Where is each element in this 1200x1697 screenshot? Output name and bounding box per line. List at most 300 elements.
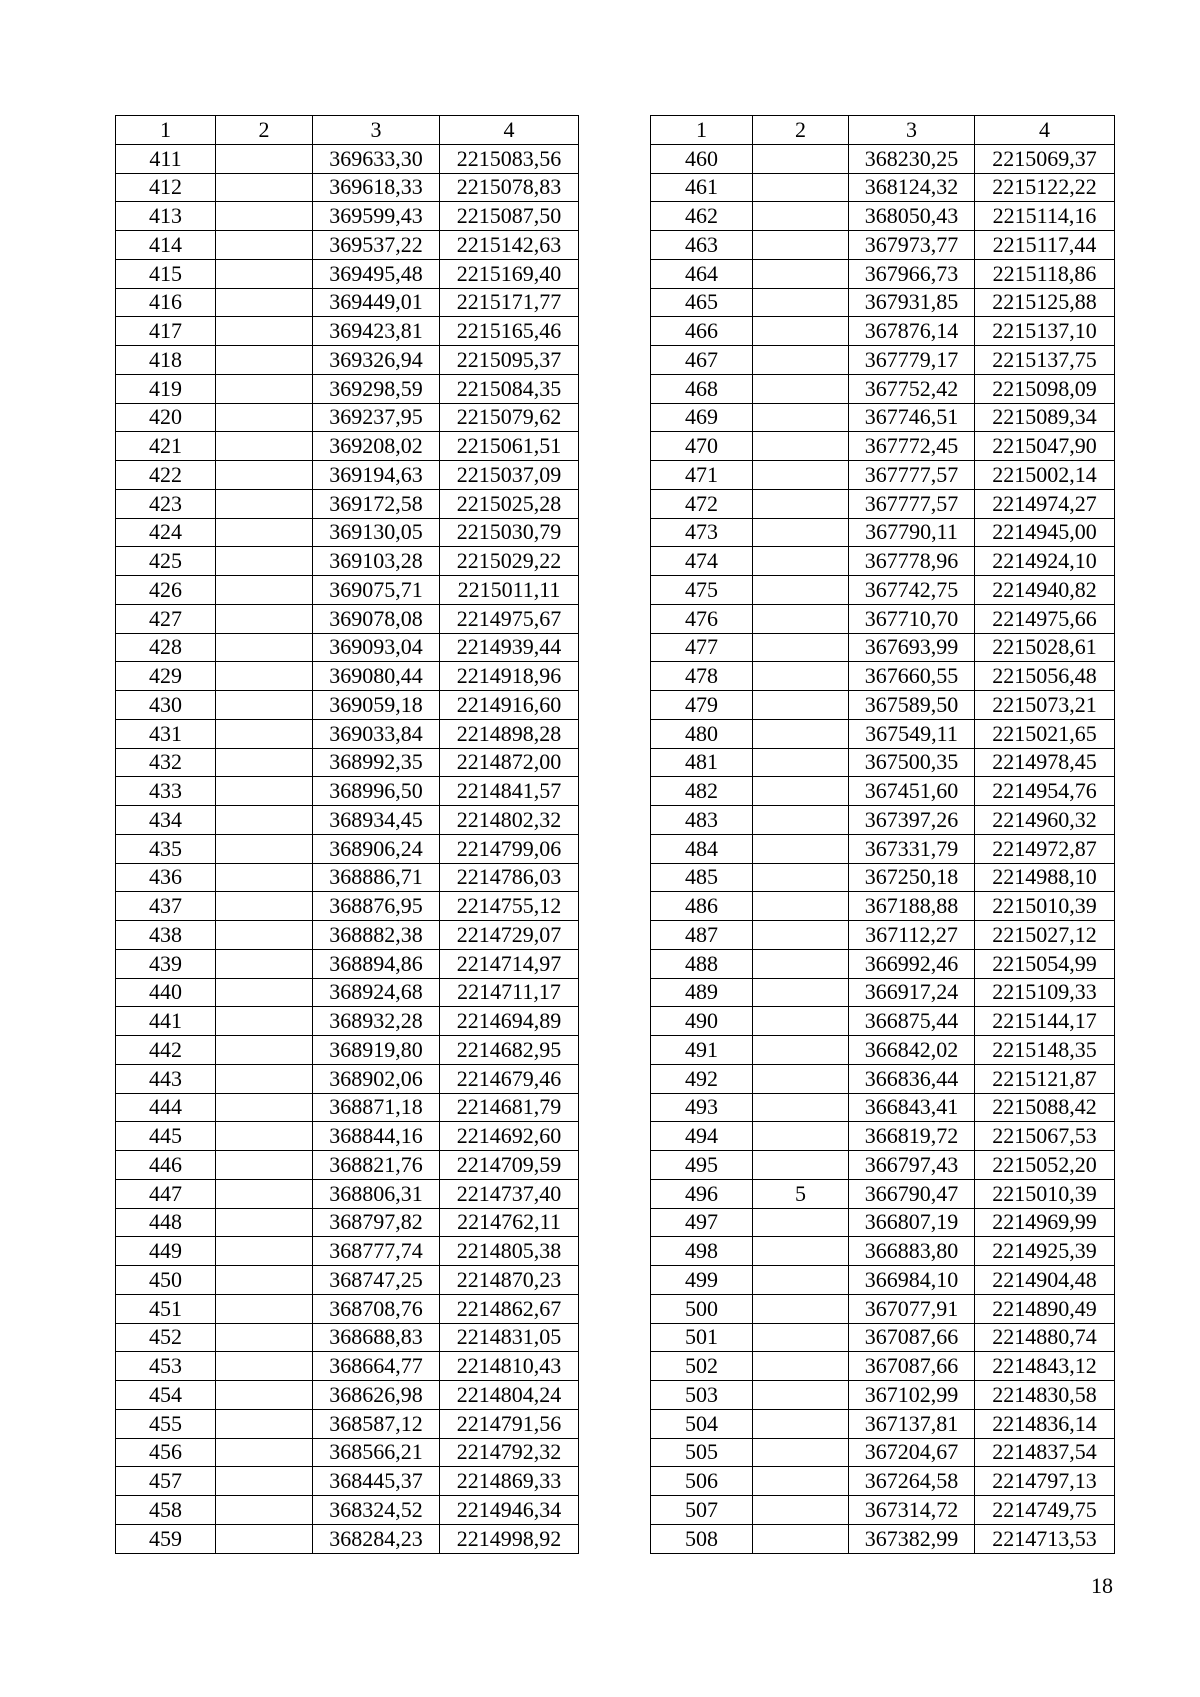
cell-col-3: 368324,52 xyxy=(313,1496,440,1525)
cell-col-3: 367772,45 xyxy=(849,432,975,461)
cell-col-1: 446 xyxy=(116,1151,216,1180)
table-row xyxy=(651,1237,1115,1266)
cell-col-3: 368919,80 xyxy=(313,1036,440,1065)
cell-col-2 xyxy=(216,1409,313,1438)
cell-col-2 xyxy=(753,921,849,950)
cell-col-2 xyxy=(753,834,849,863)
cell-col-4: 2214843,12 xyxy=(975,1352,1115,1381)
cell-col-2 xyxy=(753,662,849,691)
cell-col-4: 2214762,11 xyxy=(440,1208,579,1237)
cell-col-2 xyxy=(753,777,849,806)
cell-col-1: 496 xyxy=(651,1179,753,1208)
cell-col-1: 426 xyxy=(116,576,216,605)
cell-col-2 xyxy=(216,288,313,317)
cell-col-3: 367742,75 xyxy=(849,576,975,605)
header-cell-1: 1 xyxy=(651,116,753,145)
cell-col-2 xyxy=(216,317,313,346)
table-row xyxy=(116,892,579,921)
cell-col-1: 461 xyxy=(651,173,753,202)
cell-col-4: 2214713,53 xyxy=(975,1524,1115,1553)
cell-col-4: 2214862,67 xyxy=(440,1294,579,1323)
cell-col-3: 367137,81 xyxy=(849,1409,975,1438)
cell-col-4: 2214831,05 xyxy=(440,1323,579,1352)
cell-col-2 xyxy=(753,691,849,720)
cell-col-3: 367966,73 xyxy=(849,259,975,288)
cell-col-2 xyxy=(216,144,313,173)
cell-col-2 xyxy=(216,1093,313,1122)
cell-col-4: 2215095,37 xyxy=(440,346,579,375)
cell-col-1: 490 xyxy=(651,1007,753,1036)
cell-col-2 xyxy=(216,1467,313,1496)
cell-col-4: 2214960,32 xyxy=(975,806,1115,835)
cell-col-4: 2214841,57 xyxy=(440,777,579,806)
cell-col-2 xyxy=(753,576,849,605)
cell-col-1: 431 xyxy=(116,719,216,748)
cell-col-1: 471 xyxy=(651,461,753,490)
cell-col-2 xyxy=(216,1352,313,1381)
cell-col-4: 2214925,39 xyxy=(975,1237,1115,1266)
cell-col-4: 2214880,74 xyxy=(975,1323,1115,1352)
cell-col-3: 367778,96 xyxy=(849,547,975,576)
table-row xyxy=(651,1381,1115,1410)
cell-col-3: 366797,43 xyxy=(849,1151,975,1180)
cell-col-4: 2215030,79 xyxy=(440,518,579,547)
cell-col-3: 366917,24 xyxy=(849,978,975,1007)
cell-col-2 xyxy=(753,202,849,231)
cell-col-2 xyxy=(753,1266,849,1295)
header-row xyxy=(651,116,1115,145)
cell-col-1: 456 xyxy=(116,1438,216,1467)
cell-col-2 xyxy=(753,1036,849,1065)
cell-col-4: 2214978,45 xyxy=(975,748,1115,777)
table-row xyxy=(651,1467,1115,1496)
cell-col-2 xyxy=(753,719,849,748)
table-row xyxy=(116,1122,579,1151)
cell-col-1: 477 xyxy=(651,633,753,662)
table-row xyxy=(651,231,1115,260)
cell-col-4: 2215122,22 xyxy=(975,173,1115,202)
table-row xyxy=(651,719,1115,748)
cell-col-4: 2215010,39 xyxy=(975,892,1115,921)
cell-col-3: 367188,88 xyxy=(849,892,975,921)
table-row xyxy=(116,1208,579,1237)
cell-col-2 xyxy=(216,1208,313,1237)
cell-col-3: 367102,99 xyxy=(849,1381,975,1410)
cell-col-1: 466 xyxy=(651,317,753,346)
cell-col-1: 462 xyxy=(651,202,753,231)
cell-col-2 xyxy=(216,173,313,202)
cell-col-1: 454 xyxy=(116,1381,216,1410)
table-row xyxy=(116,1093,579,1122)
cell-col-1: 429 xyxy=(116,662,216,691)
cell-col-4: 2215002,14 xyxy=(975,461,1115,490)
cell-col-1: 445 xyxy=(116,1122,216,1151)
table-row xyxy=(651,461,1115,490)
cell-col-2 xyxy=(216,518,313,547)
cell-col-2 xyxy=(216,1179,313,1208)
cell-col-2 xyxy=(216,691,313,720)
cell-col-1: 449 xyxy=(116,1237,216,1266)
table-row xyxy=(116,1496,579,1525)
cell-col-3: 369423,81 xyxy=(313,317,440,346)
cell-col-1: 443 xyxy=(116,1064,216,1093)
cell-col-4: 2214998,92 xyxy=(440,1524,579,1553)
cell-col-4: 2214916,60 xyxy=(440,691,579,720)
table-row xyxy=(651,1093,1115,1122)
cell-col-2 xyxy=(216,1294,313,1323)
cell-col-3: 369078,08 xyxy=(313,604,440,633)
cell-col-4: 2214870,23 xyxy=(440,1266,579,1295)
cell-col-4: 2214975,67 xyxy=(440,604,579,633)
cell-col-4: 2215047,90 xyxy=(975,432,1115,461)
cell-col-4: 2215056,48 xyxy=(975,662,1115,691)
cell-col-4: 2214804,24 xyxy=(440,1381,579,1410)
cell-col-4: 2214714,97 xyxy=(440,949,579,978)
cell-col-4: 2214836,14 xyxy=(975,1409,1115,1438)
cell-col-3: 368230,25 xyxy=(849,144,975,173)
header-row xyxy=(116,116,579,145)
cell-col-2 xyxy=(753,1064,849,1093)
cell-col-1: 455 xyxy=(116,1409,216,1438)
cell-col-1: 439 xyxy=(116,949,216,978)
table-row xyxy=(116,432,579,461)
cell-col-1: 503 xyxy=(651,1381,753,1410)
cell-col-3: 366875,44 xyxy=(849,1007,975,1036)
table-row xyxy=(651,576,1115,605)
cell-col-3: 368747,25 xyxy=(313,1266,440,1295)
cell-col-1: 465 xyxy=(651,288,753,317)
table-row xyxy=(651,1323,1115,1352)
cell-col-1: 447 xyxy=(116,1179,216,1208)
table-row xyxy=(116,662,579,691)
table-row xyxy=(651,259,1115,288)
cell-col-3: 367589,50 xyxy=(849,691,975,720)
cell-col-2 xyxy=(753,1237,849,1266)
table-row xyxy=(116,259,579,288)
table-row xyxy=(651,547,1115,576)
table-row xyxy=(116,719,579,748)
cell-col-3: 366790,47 xyxy=(849,1179,975,1208)
cell-col-3: 368797,82 xyxy=(313,1208,440,1237)
cell-col-1: 493 xyxy=(651,1093,753,1122)
cell-col-2 xyxy=(753,1007,849,1036)
cell-col-1: 479 xyxy=(651,691,753,720)
data-table-left xyxy=(115,115,579,1554)
cell-col-2 xyxy=(753,1438,849,1467)
cell-col-3: 367660,55 xyxy=(849,662,975,691)
cell-col-4: 2215118,86 xyxy=(975,259,1115,288)
table-row xyxy=(651,489,1115,518)
cell-col-2 xyxy=(216,1323,313,1352)
cell-col-3: 366883,80 xyxy=(849,1237,975,1266)
header-cell-3: 3 xyxy=(849,116,975,145)
cell-col-2 xyxy=(753,489,849,518)
cell-col-4: 2215137,10 xyxy=(975,317,1115,346)
table-row xyxy=(651,1064,1115,1093)
table-row xyxy=(651,374,1115,403)
cell-col-4: 2215165,46 xyxy=(440,317,579,346)
cell-col-1: 411 xyxy=(116,144,216,173)
cell-col-1: 468 xyxy=(651,374,753,403)
cell-col-3: 368124,32 xyxy=(849,173,975,202)
cell-col-3: 367331,79 xyxy=(849,834,975,863)
cell-col-1: 450 xyxy=(116,1266,216,1295)
cell-col-2 xyxy=(753,1122,849,1151)
table-row xyxy=(651,1208,1115,1237)
cell-col-4: 2214837,54 xyxy=(975,1438,1115,1467)
cell-col-4: 2215011,11 xyxy=(440,576,579,605)
cell-col-2 xyxy=(216,489,313,518)
cell-col-3: 368844,16 xyxy=(313,1122,440,1151)
table-row xyxy=(116,1064,579,1093)
cell-col-3: 369059,18 xyxy=(313,691,440,720)
cell-col-1: 492 xyxy=(651,1064,753,1093)
cell-col-2 xyxy=(216,921,313,950)
cell-col-3: 368688,83 xyxy=(313,1323,440,1352)
cell-col-2 xyxy=(216,662,313,691)
cell-col-3: 367264,58 xyxy=(849,1467,975,1496)
cell-col-3: 367777,57 xyxy=(849,489,975,518)
header-cell-3: 3 xyxy=(313,116,440,145)
cell-col-1: 481 xyxy=(651,748,753,777)
cell-col-1: 452 xyxy=(116,1323,216,1352)
cell-col-1: 423 xyxy=(116,489,216,518)
cell-col-4: 2215148,35 xyxy=(975,1036,1115,1065)
cell-col-4: 2215021,65 xyxy=(975,719,1115,748)
table-row xyxy=(651,921,1115,950)
cell-col-3: 369080,44 xyxy=(313,662,440,691)
table-row xyxy=(116,1323,579,1352)
cell-col-1: 508 xyxy=(651,1524,753,1553)
cell-col-4: 2215079,62 xyxy=(440,403,579,432)
table-row xyxy=(116,1467,579,1496)
cell-col-2 xyxy=(753,978,849,1007)
cell-col-1: 500 xyxy=(651,1294,753,1323)
cell-col-4: 2214940,82 xyxy=(975,576,1115,605)
table-row xyxy=(116,691,579,720)
cell-col-1: 421 xyxy=(116,432,216,461)
cell-col-2 xyxy=(216,461,313,490)
cell-col-1: 422 xyxy=(116,461,216,490)
cell-col-3: 368894,86 xyxy=(313,949,440,978)
header-cell-4: 4 xyxy=(975,116,1115,145)
cell-col-4: 2214802,32 xyxy=(440,806,579,835)
cell-col-3: 367931,85 xyxy=(849,288,975,317)
cell-col-1: 440 xyxy=(116,978,216,1007)
cell-col-4: 2215088,42 xyxy=(975,1093,1115,1122)
cell-col-1: 473 xyxy=(651,518,753,547)
table-row xyxy=(116,518,579,547)
table-row xyxy=(651,1122,1115,1151)
table-row xyxy=(651,403,1115,432)
cell-col-1: 430 xyxy=(116,691,216,720)
cell-col-2 xyxy=(753,1409,849,1438)
cell-col-2 xyxy=(753,432,849,461)
cell-col-2 xyxy=(216,403,313,432)
cell-col-2 xyxy=(753,144,849,173)
table-row xyxy=(651,949,1115,978)
cell-col-2 xyxy=(216,949,313,978)
cell-col-4: 2215117,44 xyxy=(975,231,1115,260)
cell-col-1: 434 xyxy=(116,806,216,835)
cell-col-3: 368050,43 xyxy=(849,202,975,231)
cell-col-4: 2214946,34 xyxy=(440,1496,579,1525)
cell-col-4: 2215010,39 xyxy=(975,1179,1115,1208)
cell-col-3: 369537,22 xyxy=(313,231,440,260)
cell-col-4: 2214805,38 xyxy=(440,1237,579,1266)
cell-col-4: 2214692,60 xyxy=(440,1122,579,1151)
cell-col-4: 2215028,61 xyxy=(975,633,1115,662)
cell-col-2 xyxy=(216,863,313,892)
table-row xyxy=(116,1007,579,1036)
cell-col-1: 457 xyxy=(116,1467,216,1496)
table-row xyxy=(116,202,579,231)
cell-col-2 xyxy=(753,806,849,835)
table-row xyxy=(116,1381,579,1410)
table-row xyxy=(116,1524,579,1553)
cell-col-4: 2214810,43 xyxy=(440,1352,579,1381)
cell-col-1: 416 xyxy=(116,288,216,317)
cell-col-3: 368934,45 xyxy=(313,806,440,835)
cell-col-4: 2215121,87 xyxy=(975,1064,1115,1093)
table-row xyxy=(651,662,1115,691)
cell-col-3: 367746,51 xyxy=(849,403,975,432)
cell-col-2 xyxy=(216,547,313,576)
table-row xyxy=(651,691,1115,720)
cell-col-1: 497 xyxy=(651,1208,753,1237)
cell-col-2 xyxy=(753,374,849,403)
data-table-right xyxy=(650,115,1115,1554)
cell-col-3: 368902,06 xyxy=(313,1064,440,1093)
cell-col-4: 2215027,12 xyxy=(975,921,1115,950)
cell-col-1: 412 xyxy=(116,173,216,202)
cell-col-2 xyxy=(753,547,849,576)
cell-col-1: 482 xyxy=(651,777,753,806)
cell-col-3: 368932,28 xyxy=(313,1007,440,1036)
cell-col-2 xyxy=(216,834,313,863)
table-row xyxy=(116,1036,579,1065)
cell-col-2 xyxy=(753,317,849,346)
cell-col-1: 474 xyxy=(651,547,753,576)
table-row xyxy=(651,978,1115,1007)
table-row xyxy=(651,604,1115,633)
cell-col-4: 2214830,58 xyxy=(975,1381,1115,1410)
table-row xyxy=(651,1524,1115,1553)
cell-col-1: 505 xyxy=(651,1438,753,1467)
cell-col-4: 2215144,17 xyxy=(975,1007,1115,1036)
cell-col-2 xyxy=(216,604,313,633)
cell-col-3: 368886,71 xyxy=(313,863,440,892)
cell-col-4: 2214974,27 xyxy=(975,489,1115,518)
table-row xyxy=(116,173,579,202)
cell-col-3: 369075,71 xyxy=(313,576,440,605)
cell-col-2 xyxy=(216,231,313,260)
table-row xyxy=(116,576,579,605)
table-row xyxy=(651,1438,1115,1467)
table-row xyxy=(116,1409,579,1438)
cell-col-2 xyxy=(753,259,849,288)
cell-col-3: 367500,35 xyxy=(849,748,975,777)
header-cell-4: 4 xyxy=(440,116,579,145)
cell-col-2 xyxy=(753,1496,849,1525)
cell-col-2 xyxy=(753,633,849,662)
cell-col-3: 369103,28 xyxy=(313,547,440,576)
cell-col-4: 2214694,89 xyxy=(440,1007,579,1036)
page-number: 18 xyxy=(1091,1573,1113,1598)
cell-col-2 xyxy=(216,1036,313,1065)
cell-col-4: 2215067,53 xyxy=(975,1122,1115,1151)
table-row xyxy=(651,892,1115,921)
cell-col-2 xyxy=(216,892,313,921)
cell-col-4: 2215098,09 xyxy=(975,374,1115,403)
cell-col-4: 2214797,13 xyxy=(975,1467,1115,1496)
cell-col-1: 463 xyxy=(651,231,753,260)
table-row xyxy=(651,748,1115,777)
cell-col-4: 2215069,37 xyxy=(975,144,1115,173)
table-row xyxy=(116,461,579,490)
cell-col-3: 367451,60 xyxy=(849,777,975,806)
cell-col-2 xyxy=(753,231,849,260)
cell-col-4: 2214791,56 xyxy=(440,1409,579,1438)
cell-col-3: 368876,95 xyxy=(313,892,440,921)
cell-col-4: 2214711,17 xyxy=(440,978,579,1007)
cell-col-2 xyxy=(216,1007,313,1036)
cell-col-3: 367876,14 xyxy=(849,317,975,346)
cell-col-1: 494 xyxy=(651,1122,753,1151)
table-row xyxy=(651,202,1115,231)
cell-col-2 xyxy=(753,604,849,633)
cell-col-1: 501 xyxy=(651,1323,753,1352)
cell-col-3: 367693,99 xyxy=(849,633,975,662)
cell-col-2 xyxy=(753,1093,849,1122)
cell-col-1: 442 xyxy=(116,1036,216,1065)
table-row xyxy=(116,834,579,863)
cell-col-2 xyxy=(753,892,849,921)
cell-col-2 xyxy=(216,1438,313,1467)
cell-col-1: 495 xyxy=(651,1151,753,1180)
cell-col-3: 368566,21 xyxy=(313,1438,440,1467)
table-row xyxy=(116,1266,579,1295)
table-row xyxy=(651,633,1115,662)
table-row xyxy=(651,1036,1115,1065)
cell-col-3: 369326,94 xyxy=(313,346,440,375)
cell-col-3: 368664,77 xyxy=(313,1352,440,1381)
cell-col-2 xyxy=(216,1237,313,1266)
cell-col-2 xyxy=(753,518,849,547)
cell-col-2 xyxy=(216,1064,313,1093)
cell-col-4: 2214679,46 xyxy=(440,1064,579,1093)
cell-col-3: 366842,02 xyxy=(849,1036,975,1065)
cell-col-1: 458 xyxy=(116,1496,216,1525)
table-row xyxy=(651,863,1115,892)
cell-col-3: 367314,72 xyxy=(849,1496,975,1525)
table-row xyxy=(116,547,579,576)
cell-col-2 xyxy=(216,202,313,231)
table-row xyxy=(116,978,579,1007)
table-row xyxy=(651,144,1115,173)
cell-col-1: 435 xyxy=(116,834,216,863)
cell-col-2 xyxy=(753,949,849,978)
cell-col-4: 2215125,88 xyxy=(975,288,1115,317)
cell-col-3: 369033,84 xyxy=(313,719,440,748)
cell-col-4: 2214918,96 xyxy=(440,662,579,691)
table-row xyxy=(651,173,1115,202)
cell-col-4: 2214729,07 xyxy=(440,921,579,950)
cell-col-1: 451 xyxy=(116,1294,216,1323)
cell-col-4: 2215054,99 xyxy=(975,949,1115,978)
cell-col-2 xyxy=(216,576,313,605)
table-row xyxy=(116,1151,579,1180)
